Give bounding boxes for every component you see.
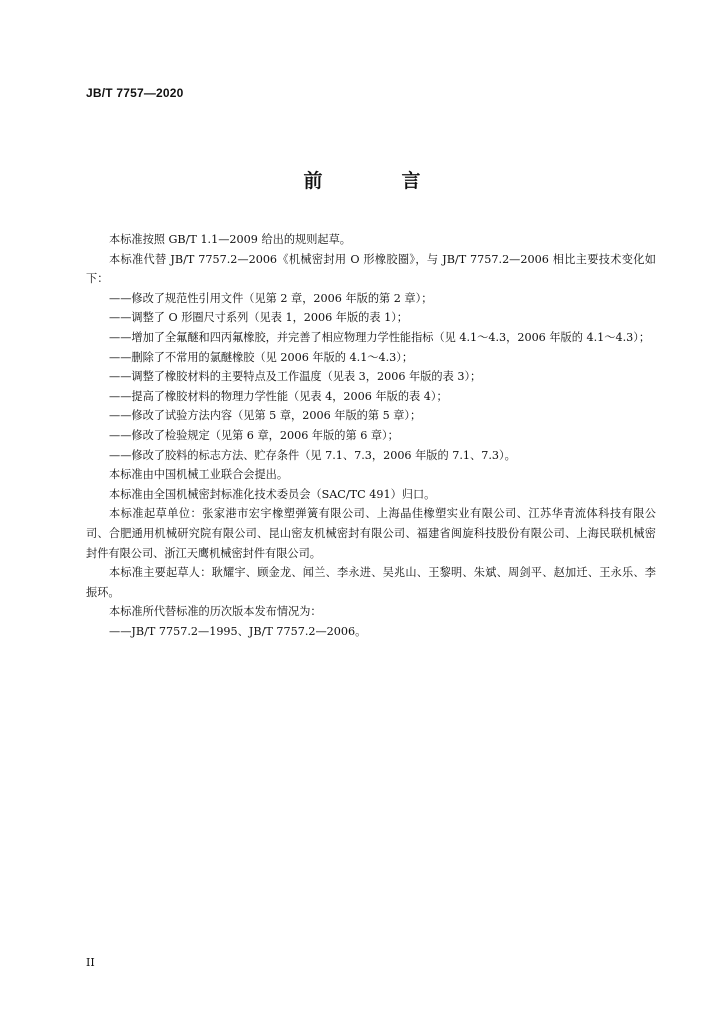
preface-title: 前 言 bbox=[303, 170, 451, 192]
paragraph-drafters: 本标准主要起草人：耿耀宇、顾金龙、闻兰、李永进、吴兆山、王黎明、朱斌、周剑平、赵加迁、王永乐、李振环。 bbox=[86, 566, 656, 599]
paragraph-drafting-rule: 本标准按照 GB/T 1.1—2009 给出的规则起草。 bbox=[109, 233, 351, 246]
paragraph-drafting-units: 本标准起草单位：张家港市宏宇橡塑弹簧有限公司、上海晶佳橡塑实业有限公司、江苏华青流体科技有限公司、合肥通用机械研究院有限公司、昆山密友机械密封有限公司、福建省闽旋科技股份有限公司、上海民联机械密封件有限公司、浙江天鹰机械密封件有限公司。 bbox=[86, 507, 656, 560]
change-item-references: ——修改了规范性引用文件（见第 2 章，2006 年版的第 2 章）； bbox=[109, 291, 433, 305]
page-number: II bbox=[86, 956, 95, 969]
paragraph-centralized-by: 本标准由全国机械密封标准化技术委员会（SAC/TC 491）归口。 bbox=[109, 487, 436, 501]
document-code: JB/T 7757—2020 bbox=[86, 86, 184, 100]
history-item-versions: ——JB/T 7757.2—1995、JB/T 7757.2—2006。 bbox=[109, 624, 367, 638]
change-item-removed-rubber: ——删除了不常用的氯醚橡胶（见 2006 年版的 4.1～4.3）； bbox=[109, 350, 414, 364]
change-item-added-rubbers: ——增加了全氟醚和四丙氟橡胶，并完善了相应物理力学性能指标（见 4.1～4.3，2006 年版的 4.1～4.3）； bbox=[109, 330, 651, 344]
paragraph-history-intro: 本标准所代替标准的历次版本发布情况为： bbox=[109, 605, 322, 619]
change-item-characteristics: ——调整了橡胶材料的主要特点及工作温度（见表 3，2006 年版的表 3）； bbox=[109, 370, 482, 384]
change-item-properties: ——提高了橡胶材料的物理力学性能（见表 4，2006 年版的表 4）； bbox=[109, 389, 448, 403]
change-item-inspection: ——修改了检验规定（见第 6 章，2006 年版的第 6 章）； bbox=[109, 428, 399, 442]
paragraph-proposed-by: 本标准由中国机械工业联合会提出。 bbox=[109, 468, 289, 482]
change-item-marking-storage: ——修改了胶料的标志方法、贮存条件（见 7.1、7.3，2006 年版的 7.1、7.3）。 bbox=[109, 448, 516, 462]
paragraph-replacement: 本标准代替 JB/T 7757.2—2006《机械密封用 O 形橡胶圈》，与 JB/T 7757.2—2006 相比主要技术变化如下： bbox=[86, 252, 656, 286]
change-item-size-series: ——调整了 O 形圈尺寸系列（见表 1，2006 年版的表 1）； bbox=[109, 311, 408, 325]
change-item-test-methods: ——修改了试验方法内容（见第 5 章，2006 年版的第 5 章）； bbox=[109, 409, 422, 423]
preface-body bbox=[86, 230, 656, 641]
